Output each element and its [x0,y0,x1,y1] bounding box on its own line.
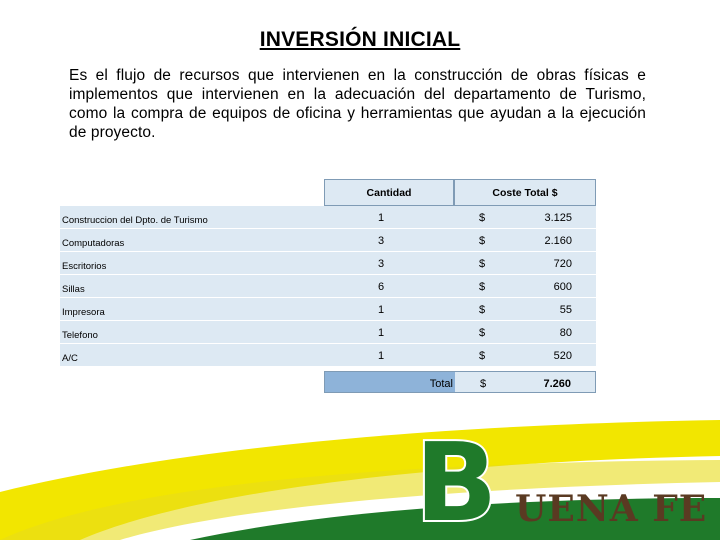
intro-paragraph: Es el flujo de recursos que intervienen en la construcción de obras físicas e implementos que intervienen en la adecuación del departamento de Turismo, como la compra de equipos de oficina y herramientas que ayudan a la ejecución de proyecto. [69,67,646,141]
row-quantity: 1 [378,350,385,362]
table-row [60,344,596,367]
row-label: Sillas [62,284,85,295]
row-quantity: 3 [378,235,385,247]
total-label-cell [325,372,455,392]
table-row [60,321,596,344]
row-label: Escritorios [62,261,107,272]
row-amount: 3.125 [544,212,572,224]
row-amount: 80 [559,327,572,339]
row-quantity: 6 [378,281,385,293]
row-amount: 720 [553,258,572,270]
table-row [60,252,596,275]
row-label: A/C [62,353,78,364]
header-quantity: Cantidad [324,179,454,206]
table-row [60,229,596,252]
logo-banner [0,400,720,546]
total-row [324,371,596,393]
total-currency: $ [480,378,487,390]
row-amount: 520 [553,350,572,362]
row-quantity: 1 [378,304,385,316]
table-row [60,275,596,298]
row-quantity: 1 [378,212,385,224]
total-label: Total [429,378,453,390]
row-currency: $ [479,327,486,339]
table-row [60,298,596,321]
logo-text: UENA FE [515,488,708,530]
row-quantity: 3 [378,258,385,270]
row-amount: 2.160 [544,235,572,247]
row-label: Telefono [62,330,98,341]
row-currency: $ [479,304,486,316]
row-currency: $ [479,235,486,247]
row-label: Computadoras [62,238,125,249]
investment-table [60,179,596,393]
total-amount: 7.260 [543,378,571,390]
row-currency: $ [479,350,486,362]
page-title: INVERSIÓN INICIAL [259,28,461,51]
row-currency: $ [479,212,486,224]
row-amount: 600 [553,281,572,293]
row-currency: $ [479,258,486,270]
row-label: Construccion del Dpto. de Turismo [62,215,208,226]
logo-initial: B [415,421,498,546]
row-currency: $ [479,281,486,293]
header-cost: Coste Total $ [454,179,596,206]
row-quantity: 1 [378,327,385,339]
table-row [60,206,596,229]
row-label: Impresora [62,307,105,318]
row-amount: 55 [559,304,572,316]
